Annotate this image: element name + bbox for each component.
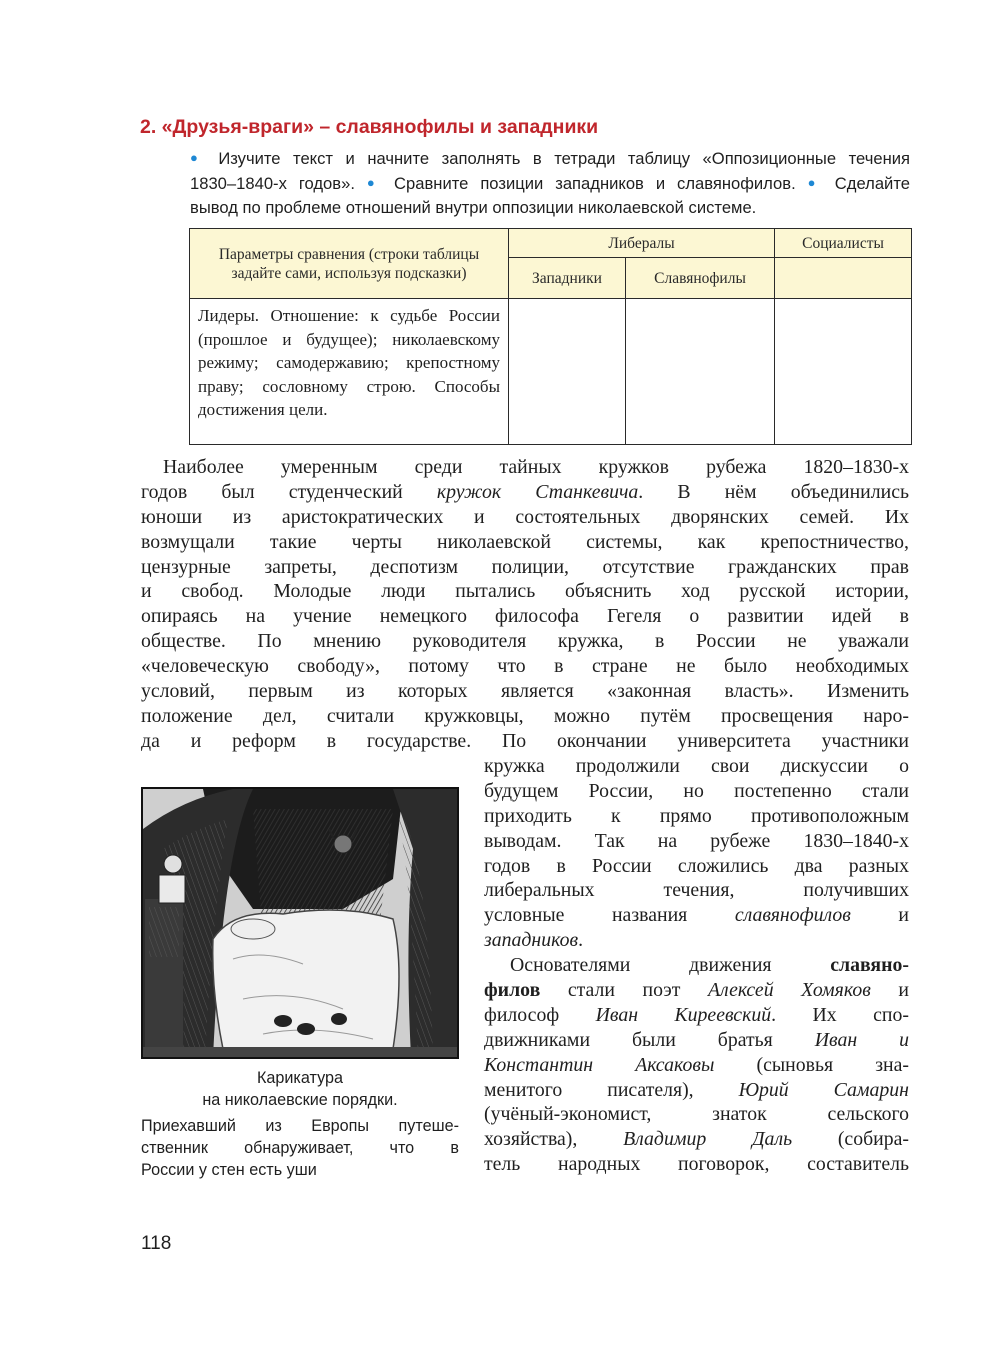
caricature-drawing	[143, 789, 457, 1057]
table-row-params: Лидеры. Отношение: к судьбе России (прошлое и будущее); николаевскому режиму; самодержавию; крепостному праву; сословному строю. Способы достижения цели.	[190, 299, 509, 445]
table-header-params: Параметры сравнения (строки таблицы задайте сами, используя подсказки)	[190, 229, 509, 299]
table-header-slavophiles: Славянофилы	[626, 258, 775, 299]
page-number: 118	[141, 1233, 172, 1254]
section-heading: 2. «Друзья-враги» – славянофилы и западники	[140, 116, 599, 138]
paragraph-stankevich: Наиболее умеренным среди тайных кружков рубежа 1820–1830-х годов был студенческий кружок Станкевича. В нём объединились юноши из аристократических и состоятельных дворянских семей. Их возмущали такие черты николаевской системы, как крепостничество, цензурные запреты, деспотизм полиции, отсутствие гражданских прав и свобод. Молодые люди пытались объяснить ход русской истории, опираясь на учение немецкого философа Гегеля о развитии идей в обществе. По мнению руководителя кружка, в России не уважали «человеческую свободу», потому что в стране не было необходимых условий, первым из которых является «законная власть». Изменить положение дел, считали кружковцы, можно путём просвещения наро- да и реформ в государстве. По окончании университета участники	[141, 456, 909, 752]
paragraph-column: кружка продолжили свои дискуссии о будущем России, но постепенно стали приходить к прямо противоположным выводам. Так на рубеже 1830–1840-х годов в России сложились два разных либеральных течения, получивших условные названия славянофилов и западников. Основателями движения славяно- филов стали поэт Алексей Хомяков и философ Иван Киреевский. Их спо- движниками были братья Иван и Константин Аксаковы (сыновья зна- менитого писателя), Юрий Самарин (учёный-экономист, знаток сельского хозяйства), Владимир Даль (собира- тель народных поговорок, составитель	[484, 755, 910, 1176]
caption-title: Карикатура	[256, 1069, 344, 1087]
caption-desc: Приехавший из Европы путеше-	[141, 1117, 459, 1135]
task-line-2: 1830–1840-х годов». ● Сравните позиции западников и славянофилов. ● Сделайте	[190, 174, 910, 193]
term-stankevich-circle: кружок Станкевича	[436, 480, 639, 503]
caricature-illustration	[141, 787, 459, 1059]
caption-desc-3: России у стен есть уши	[141, 1161, 317, 1179]
table-cell-socialists	[775, 299, 912, 445]
term-slavophiles: славянофилов	[734, 904, 851, 927]
table-header-westernizers: Западники	[509, 258, 626, 299]
bullet-icon: ●	[366, 175, 383, 190]
table-header-socialists: Социалисты	[775, 229, 912, 258]
caption-desc-2: ственник обнаруживает, что в	[141, 1139, 459, 1157]
bullet-icon: ●	[190, 150, 206, 165]
task-instructions	[190, 146, 910, 220]
table-cell-westernizers	[509, 299, 626, 445]
task-line-3: вывод по проблеме отношений внутри оппозиции николаевской системе.	[190, 198, 757, 217]
caption-title-2: на николаевские порядки.	[202, 1091, 398, 1109]
comparison-table	[189, 228, 912, 445]
table-cell-slavophiles	[626, 299, 775, 445]
table-header-empty	[775, 258, 912, 299]
term-westernizers: западников	[484, 929, 579, 952]
task-line-1: ● Изучите текст и начните заполнять в тетради таблицу «Оппозиционные течения	[190, 149, 910, 168]
table-header-liberals: Либералы	[509, 229, 775, 258]
illustration-caption	[141, 1067, 459, 1181]
bullet-icon: ●	[807, 175, 823, 190]
